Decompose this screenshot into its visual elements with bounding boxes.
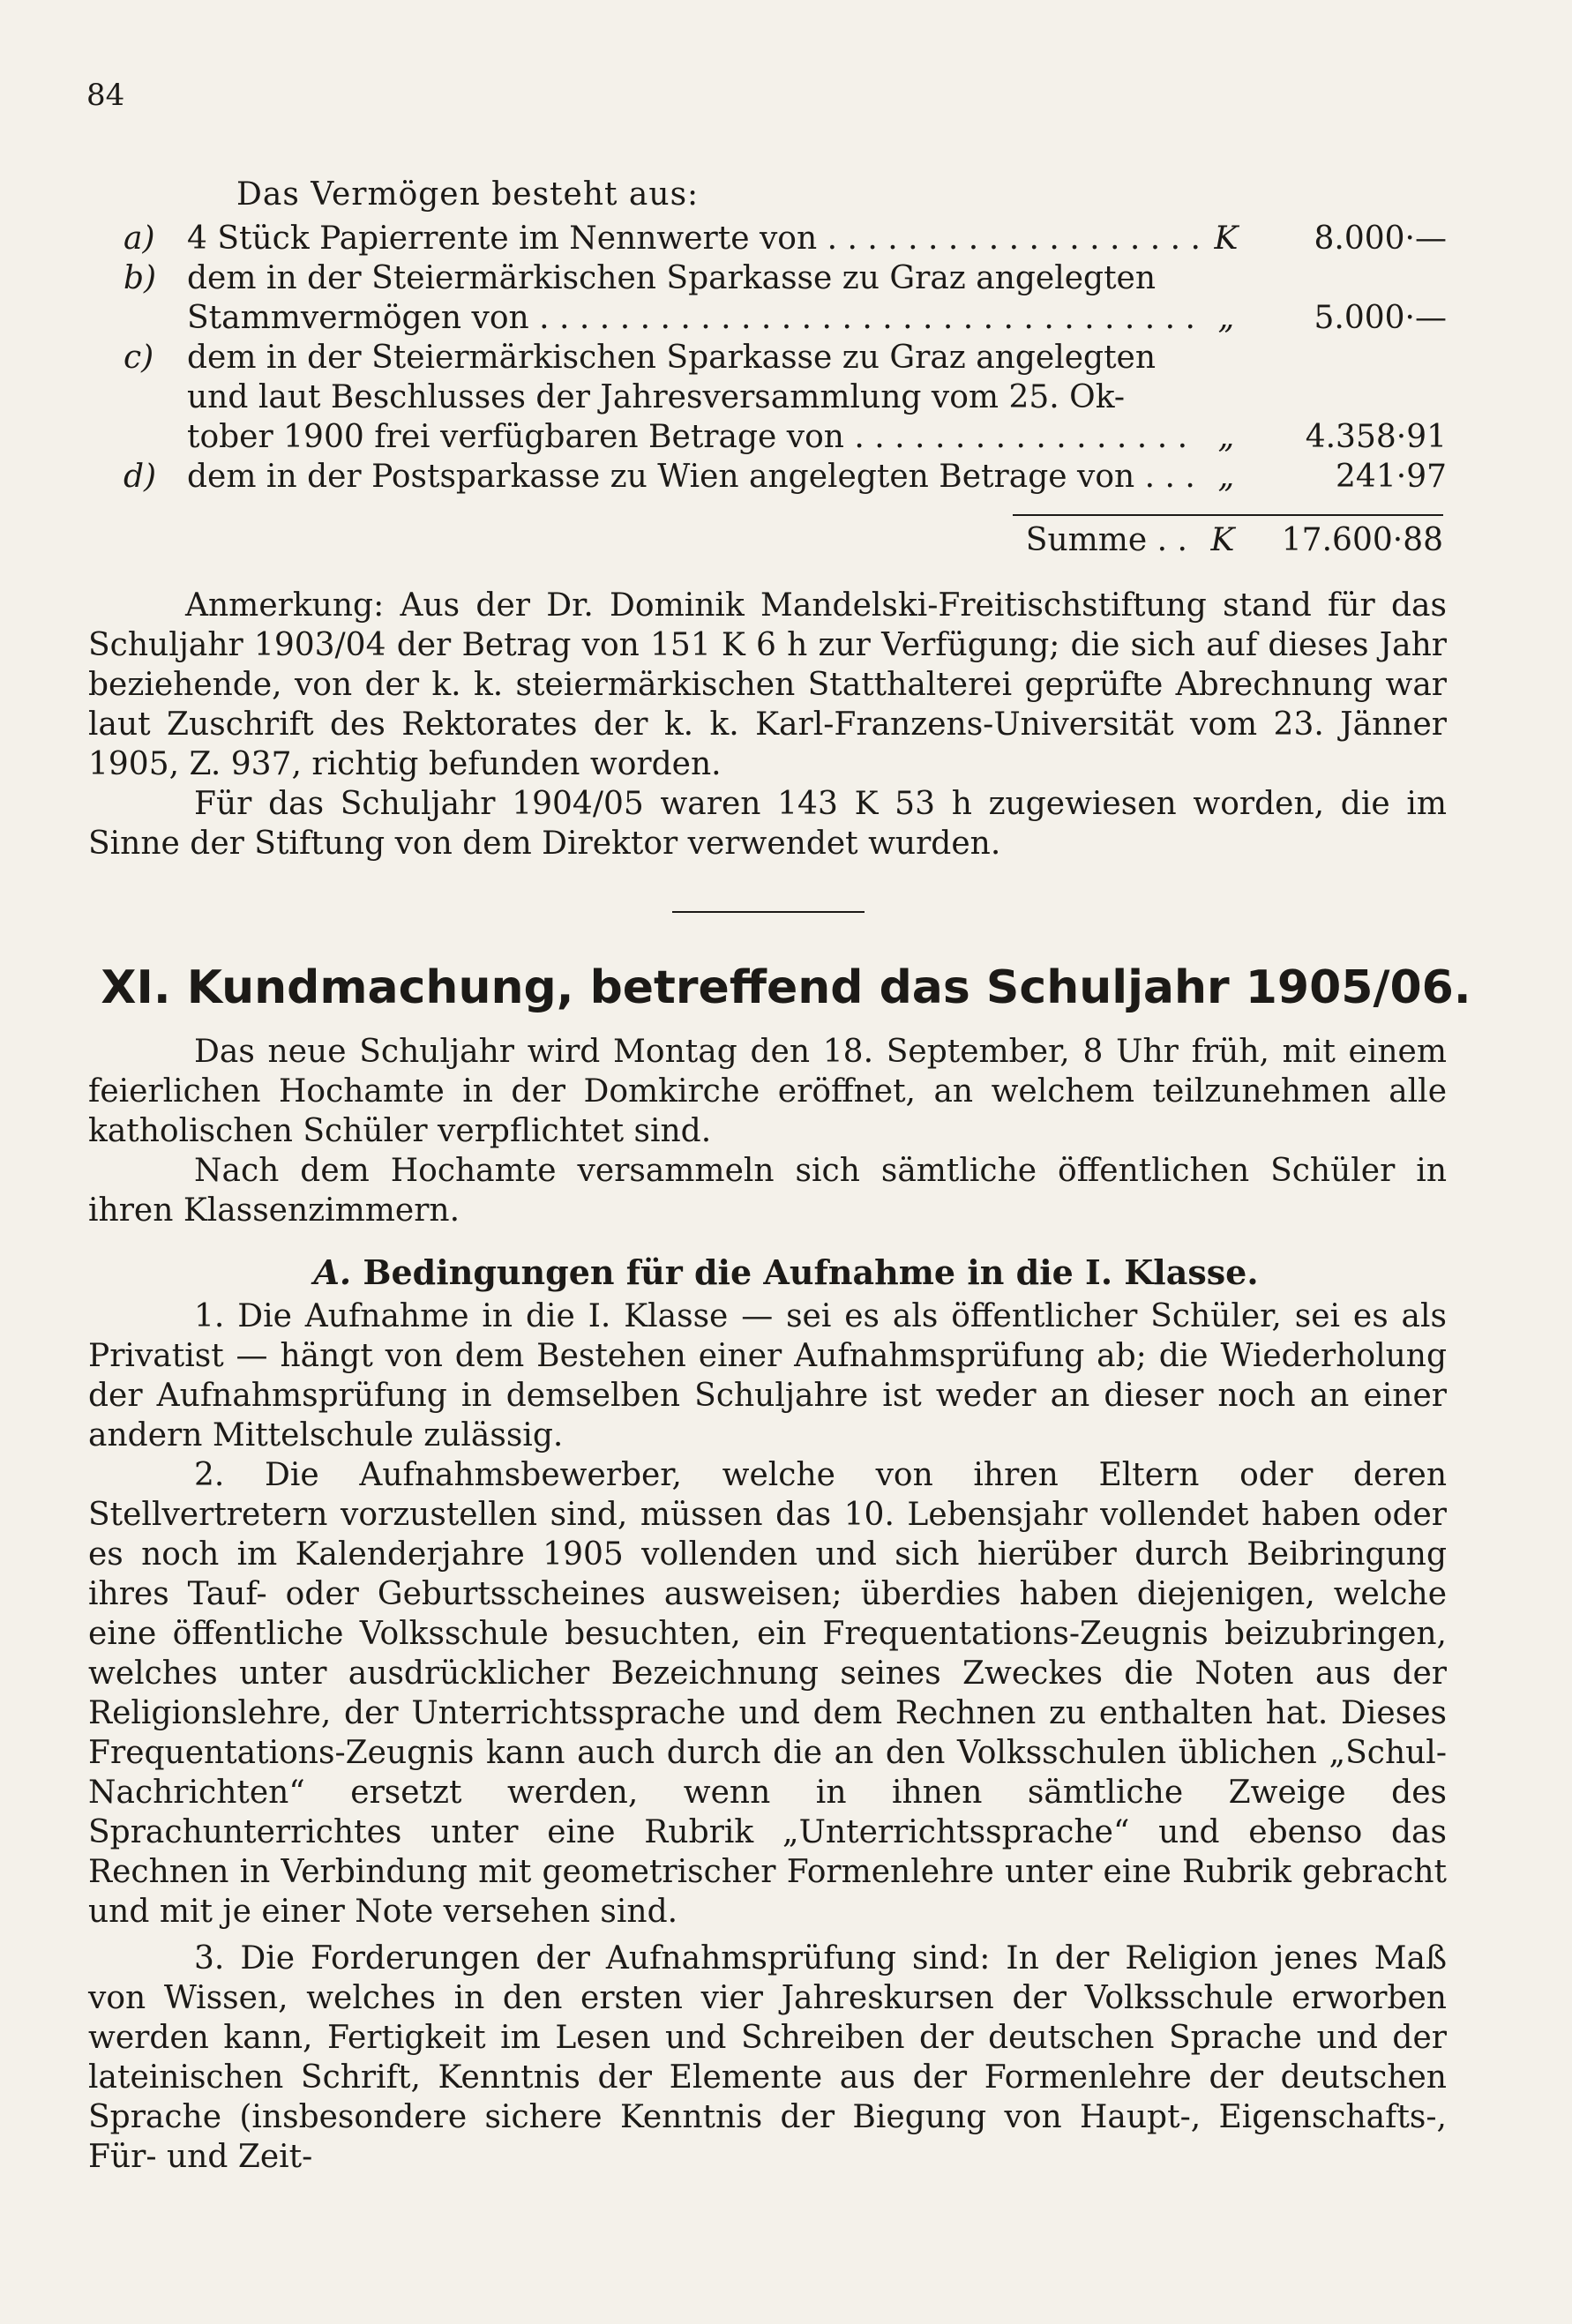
- subsection-paragraph-1: 1. Die Aufnahme in die I. Klasse — sei es als öffentlicher Schüler, sei es als Privatist — hängt von dem Bestehen einer Aufnahmsprüfung ab; die Wiederholung der Aufnahmsprüfung in demselben Schuljahre ist weder an dieser noch an einer andern Mittelschule zulässig.: [88, 1298, 1447, 1453]
- asset-item-d: [124, 457, 1447, 497]
- asset-item-a: [124, 219, 1447, 258]
- subsection-paragraph-3: 3. Die Forderungen der Aufnahmsprüfung sind: In der Religion jenes Maß von Wissen, welches in den ersten vier Jahreskursen der Volksschule erworben werden kann, Fertigkeit im Lesen und Schreiben der deutschen Sprache und der lateinischen Schrift, Kenntnis der Elemente aus der Formenlehre der deutschen Sprache (insbesondere sichere Kenntnis der Biegung von Haupt-, Eigenschafts-, Für- und Zeit-: [88, 1940, 1447, 2175]
- section-paragraph: Nach dem Hochamte versammeln sich sämtliche öffentlichen Schüler in ihren Klassenzimmern.: [88, 1153, 1447, 1229]
- asset-currency: „: [1217, 459, 1235, 495]
- asset-label: d): [124, 459, 157, 495]
- section-title: XI. Kundmachung, betreffend das Schuljahr 1905/06.: [101, 961, 1471, 1014]
- asset-label: c): [124, 340, 154, 376]
- sum-label: Summe . .: [1025, 522, 1187, 558]
- note-paragraph: Anmerkung: Aus der Dr. Dominik Mandelski-Freitischstiftung stand für das Schuljahr 1903/04 der Betrag von 151 K 6 h zur Verfügung; die sich auf dieses Jahr beziehende, von der k. k. steiermärkischen Statthalterei geprüfte Abrechnung war laut Zuschrift des Rektorates der k. k. Karl-Franzens-Universität vom 23. Jänner 1905, Z. 937, richtig befunden worden.: [88, 587, 1447, 782]
- asset-amount: 4.358·91: [1305, 419, 1447, 455]
- asset-text-line: dem in der Steiermärkischen Sparkasse zu Graz angelegten: [187, 260, 1157, 296]
- subsection-title-text: Bedingungen für die Aufnahme in die I. Klasse.: [363, 1252, 1259, 1292]
- section-intro: [88, 1032, 1447, 1230]
- section-divider: [672, 911, 865, 913]
- subsection-title: [0, 1252, 1572, 1292]
- subsection-body: [88, 1297, 1447, 2177]
- assets-intro: Das Vermögen besteht aus:: [236, 176, 700, 213]
- asset-text: tober 1900 frei verfügbaren Betrage von . . .: [187, 417, 1200, 457]
- sum-currency: K: [1210, 522, 1235, 558]
- subsection-paragraph-2: 2. Die Aufnahmsbewerber, welche von ihren Eltern oder deren Stellvertretern vorzustellen sind, müssen das 10. Lebensjahr vollendet haben oder es noch im Kalenderjahre 1905 vollenden und sich hierüber durch Beibringung ihres Tauf- oder Geburtsscheines ausweisen; überdies haben diejenigen, welche eine öffentliche Volksschule besuchten, ein Frequentations-Zeugnis beizubringen, welches unter ausdrücklicher Bezeichnung seines Zweckes die Noten aus der Religionslehre, der Unterrichtssprache und dem Rechnen zu enthalten hat. Dieses Frequentations-Zeugnis kann auch durch die an den Volksschulen üblichen „Schul-Nachrichten“ ersetzt werden, wenn in ihnen sämtliche Zweige des Sprachunterrichtes unter eine Rubrik „Unterrichtssprache“ und ebenso das Rechnen in Verbindung mit geometrischer Formenlehre unter eine Rubrik gebracht und mit je einer Note versehen sind.: [88, 1457, 1447, 1930]
- asset-text: Stammvermögen von . . .: [187, 298, 1200, 338]
- asset-label: a): [124, 220, 155, 257]
- note-block: [88, 586, 1447, 863]
- asset-amount: 8.000·—: [1314, 220, 1447, 257]
- asset-text-line: dem in der Steiermärkischen Sparkasse zu Graz angelegten: [187, 340, 1157, 376]
- note-paragraph: Für das Schuljahr 1904/05 waren 143 K 53 h zugewiesen worden, die im Sinne der Stiftung von dem Direktor verwendet wurden.: [88, 786, 1447, 862]
- asset-currency: „: [1217, 419, 1235, 455]
- sum-amount: 17.600·88: [1281, 522, 1443, 558]
- asset-label: b): [124, 260, 157, 296]
- asset-currency: K: [1214, 220, 1239, 257]
- subsection-letter: A.: [313, 1252, 352, 1292]
- assets-list: [124, 219, 1447, 497]
- asset-text: dem in der Postsparkasse zu Wien angelegten Betrage von . . .: [187, 457, 1200, 497]
- asset-currency: „: [1217, 300, 1235, 336]
- asset-amount: 5.000·—: [1314, 300, 1447, 336]
- asset-text-line: und laut Beschlusses der Jahresversammlung vom 25. Ok-: [187, 379, 1126, 415]
- page-number: 84: [86, 78, 125, 113]
- asset-text: 4 Stück Papierrente im Nennwerte von . . .: [187, 219, 1200, 258]
- section-paragraph: Das neue Schuljahr wird Montag den 18. September, 8 Uhr früh, mit einem feierlichen Hochamte in der Domkirche eröffnet, an welchem teilzunehmen alle katholischen Schüler verpflichtet sind.: [88, 1034, 1447, 1149]
- asset-item-c: [124, 338, 1447, 457]
- assets-sum: [1006, 522, 1443, 558]
- sum-divider: [1013, 514, 1443, 516]
- asset-amount: 241·97: [1336, 459, 1447, 495]
- asset-item-b: [124, 258, 1447, 338]
